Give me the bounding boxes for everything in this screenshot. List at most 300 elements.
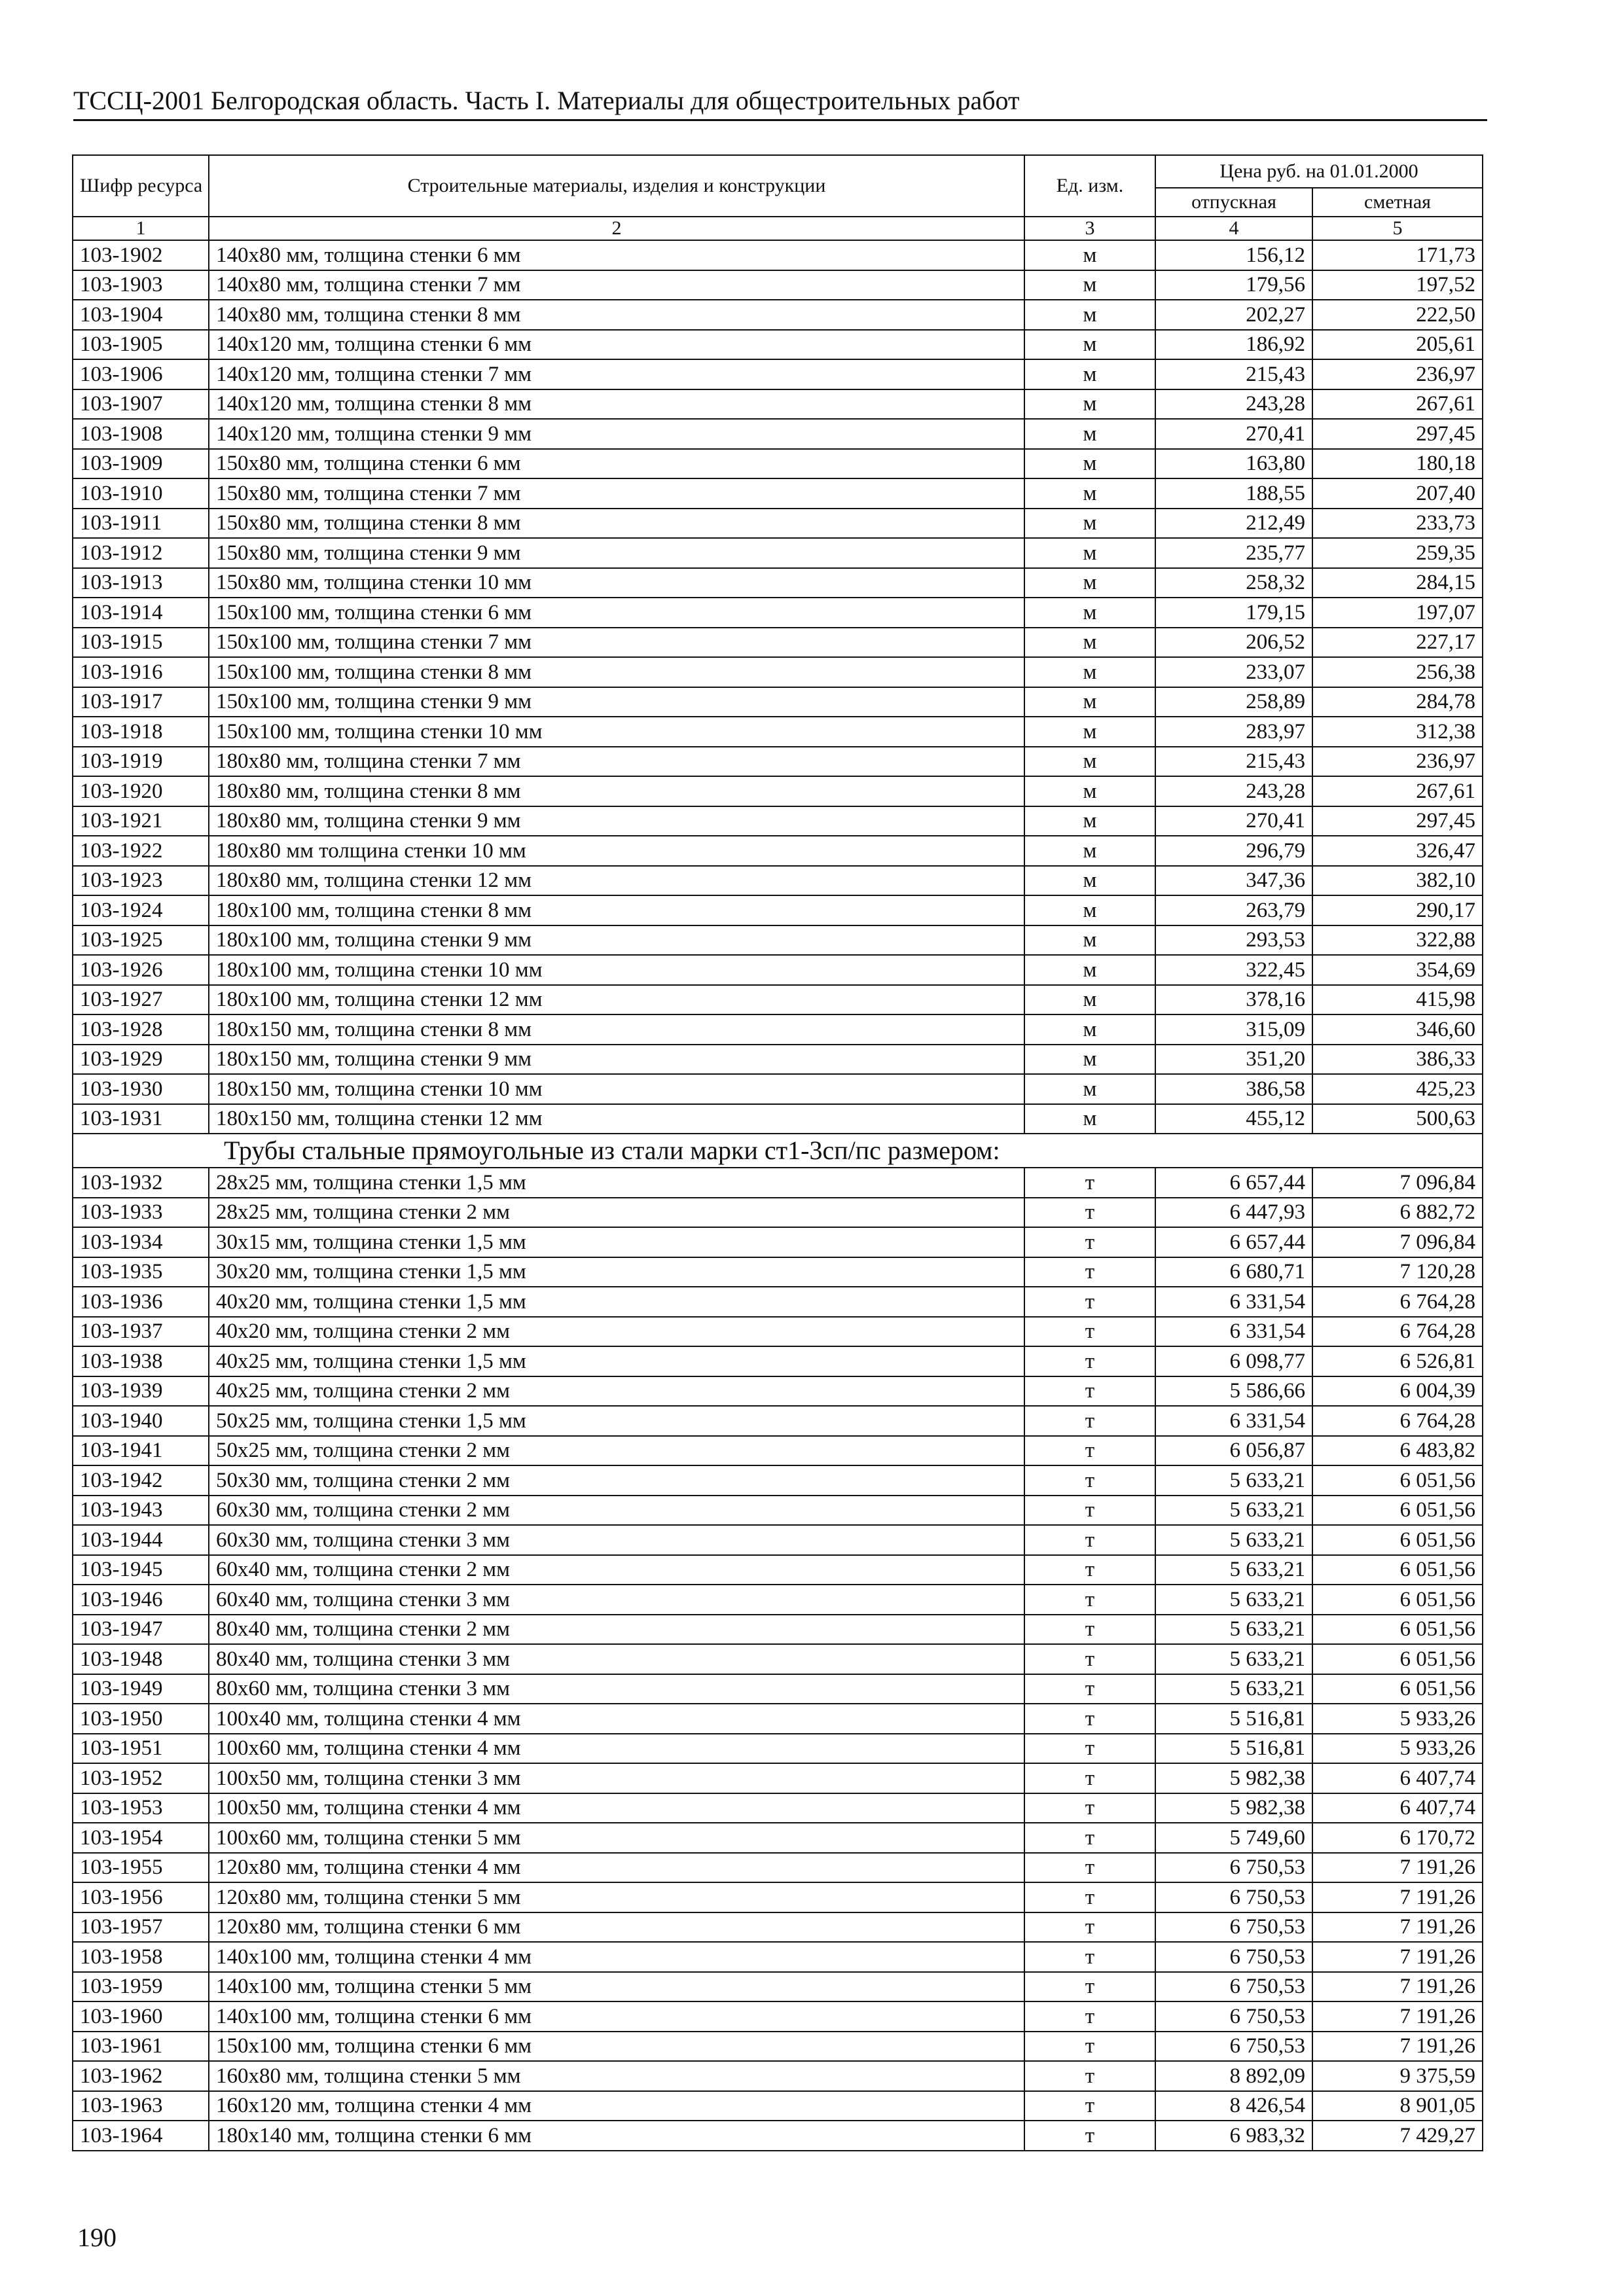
estimate-price-cell: 6 051,56 (1312, 1525, 1483, 1555)
unit-cell: м (1024, 1045, 1155, 1075)
table-row (73, 1704, 1483, 1734)
release-price-cell: 258,89 (1155, 687, 1312, 717)
table-body-pipes-m (73, 240, 1483, 1134)
resource-code-cell: 103-1947 (73, 1615, 209, 1645)
material-name-cell: 60х30 мм, толщина стенки 3 мм (209, 1525, 1024, 1555)
material-name-cell: 150х80 мм, толщина стенки 8 мм (209, 509, 1024, 539)
unit-cell: т (1024, 1227, 1155, 1257)
unit-cell: м (1024, 717, 1155, 747)
unit-cell: т (1024, 1704, 1155, 1734)
estimate-price-cell: 6 764,28 (1312, 1406, 1483, 1436)
release-price-cell: 179,15 (1155, 598, 1312, 628)
resource-code-cell: 103-1916 (73, 657, 209, 687)
estimate-price-cell: 267,61 (1312, 389, 1483, 420)
release-price-cell: 5 633,21 (1155, 1465, 1312, 1496)
resource-code-cell: 103-1902 (73, 240, 209, 270)
table-row (73, 2061, 1483, 2091)
estimate-price-cell: 236,97 (1312, 747, 1483, 777)
estimate-price-cell: 171,73 (1312, 240, 1483, 270)
unit-cell: т (1024, 1168, 1155, 1198)
estimate-price-cell: 205,61 (1312, 330, 1483, 360)
column-numbers-row (73, 217, 1483, 240)
release-price-cell: 186,92 (1155, 330, 1312, 360)
resource-code-cell: 103-1942 (73, 1465, 209, 1496)
material-name-cell: 150х100 мм, толщина стенки 6 мм (209, 598, 1024, 628)
column-number: 2 (209, 217, 1024, 240)
estimate-price-cell: 415,98 (1312, 985, 1483, 1015)
material-name-cell: 80х40 мм, толщина стенки 3 мм (209, 1644, 1024, 1674)
table-body-pipes-t (73, 1168, 1483, 2151)
unit-cell: м (1024, 509, 1155, 539)
estimate-price-cell: 222,50 (1312, 300, 1483, 330)
release-price-cell: 378,16 (1155, 985, 1312, 1015)
resource-code-cell: 103-1912 (73, 538, 209, 568)
col-header-estimate: сметная (1312, 188, 1483, 217)
estimate-price-cell: 197,52 (1312, 270, 1483, 300)
estimate-price-cell: 259,35 (1312, 538, 1483, 568)
estimate-price-cell: 386,33 (1312, 1045, 1483, 1075)
estimate-price-cell: 6 170,72 (1312, 1823, 1483, 1853)
release-price-cell: 6 657,44 (1155, 1227, 1312, 1257)
material-name-cell: 180х80 мм, толщина стенки 12 мм (209, 866, 1024, 896)
resource-code-cell: 103-1949 (73, 1674, 209, 1704)
unit-cell: м (1024, 240, 1155, 270)
table-row (73, 1912, 1483, 1943)
material-name-cell: 80х40 мм, толщина стенки 2 мм (209, 1615, 1024, 1645)
resource-code-cell: 103-1954 (73, 1823, 209, 1853)
unit-cell: т (1024, 2091, 1155, 2121)
unit-cell: т (1024, 1496, 1155, 1526)
estimate-price-cell: 6 407,74 (1312, 1793, 1483, 1823)
unit-cell: т (1024, 1912, 1155, 1943)
table-row (73, 985, 1483, 1015)
material-name-cell: 100х50 мм, толщина стенки 4 мм (209, 1793, 1024, 1823)
release-price-cell: 263,79 (1155, 895, 1312, 925)
material-name-cell: 140х80 мм, толщина стенки 6 мм (209, 240, 1024, 270)
unit-cell: м (1024, 330, 1155, 360)
release-price-cell: 6 983,32 (1155, 2121, 1312, 2151)
release-price-cell: 322,45 (1155, 955, 1312, 985)
material-name-cell: 180х80 мм, толщина стенки 8 мм (209, 776, 1024, 806)
resource-code-cell: 103-1917 (73, 687, 209, 717)
estimate-price-cell: 7 191,26 (1312, 1942, 1483, 1972)
resource-code-cell: 103-1964 (73, 2121, 209, 2151)
resource-code-cell: 103-1907 (73, 389, 209, 420)
resource-code-cell: 103-1963 (73, 2091, 209, 2121)
col-header-release: отпускная (1155, 188, 1312, 217)
table-row (73, 240, 1483, 270)
estimate-price-cell: 227,17 (1312, 628, 1483, 658)
unit-cell: т (1024, 1972, 1155, 2002)
resource-code-cell: 103-1962 (73, 2061, 209, 2091)
release-price-cell: 233,07 (1155, 657, 1312, 687)
table-row (73, 1644, 1483, 1674)
release-price-cell: 5 982,38 (1155, 1793, 1312, 1823)
table-header (73, 155, 1483, 240)
unit-cell: м (1024, 1014, 1155, 1045)
table-row (73, 568, 1483, 598)
material-name-cell: 180х80 мм толщина стенки 10 мм (209, 836, 1024, 866)
table-row (73, 1198, 1483, 1228)
table-row (73, 1793, 1483, 1823)
material-name-cell: 40х20 мм, толщина стенки 2 мм (209, 1317, 1024, 1347)
release-price-cell: 351,20 (1155, 1045, 1312, 1075)
unit-cell: м (1024, 389, 1155, 420)
table-row (73, 1104, 1483, 1134)
table-row (73, 1014, 1483, 1045)
release-price-cell: 5 633,21 (1155, 1525, 1312, 1555)
estimate-price-cell: 207,40 (1312, 478, 1483, 509)
estimate-price-cell: 7 191,26 (1312, 2001, 1483, 2032)
unit-cell: т (1024, 1585, 1155, 1615)
material-name-cell: 50х30 мм, толщина стенки 2 мм (209, 1465, 1024, 1496)
material-name-cell: 140х100 мм, толщина стенки 4 мм (209, 1942, 1024, 1972)
material-name-cell: 150х100 мм, толщина стенки 9 мм (209, 687, 1024, 717)
estimate-price-cell: 312,38 (1312, 717, 1483, 747)
unit-cell: т (1024, 1376, 1155, 1407)
release-price-cell: 6 331,54 (1155, 1317, 1312, 1347)
table-row (73, 300, 1483, 330)
table-row (73, 1346, 1483, 1376)
release-price-cell: 6 680,71 (1155, 1257, 1312, 1287)
material-name-cell: 40х25 мм, толщина стенки 2 мм (209, 1376, 1024, 1407)
release-price-cell: 188,55 (1155, 478, 1312, 509)
unit-cell: т (1024, 1465, 1155, 1496)
estimate-price-cell: 6 764,28 (1312, 1317, 1483, 1347)
material-name-cell: 60х40 мм, толщина стенки 3 мм (209, 1585, 1024, 1615)
release-price-cell: 6 331,54 (1155, 1287, 1312, 1317)
table-row (73, 1555, 1483, 1585)
release-price-cell: 8 426,54 (1155, 2091, 1312, 2121)
material-name-cell: 60х40 мм, толщина стенки 2 мм (209, 1555, 1024, 1585)
table-row (73, 1257, 1483, 1287)
unit-cell: м (1024, 1104, 1155, 1134)
release-price-cell: 5 586,66 (1155, 1376, 1312, 1407)
release-price-cell: 5 633,21 (1155, 1615, 1312, 1645)
section-heading-group (73, 1134, 1483, 1168)
table-row (73, 1436, 1483, 1466)
estimate-price-cell: 7 429,27 (1312, 2121, 1483, 2151)
column-number: 4 (1155, 217, 1312, 240)
release-price-cell: 5 633,21 (1155, 1555, 1312, 1585)
resource-code-cell: 103-1934 (73, 1227, 209, 1257)
resource-code-cell: 103-1937 (73, 1317, 209, 1347)
estimate-price-cell: 6 051,56 (1312, 1496, 1483, 1526)
estimate-price-cell: 326,47 (1312, 836, 1483, 866)
unit-cell: т (1024, 2121, 1155, 2151)
release-price-cell: 6 098,77 (1155, 1346, 1312, 1376)
resource-code-cell: 103-1918 (73, 717, 209, 747)
material-name-cell: 160х120 мм, толщина стенки 4 мм (209, 2091, 1024, 2121)
material-name-cell: 140х120 мм, толщина стенки 6 мм (209, 330, 1024, 360)
material-name-cell: 150х100 мм, толщина стенки 10 мм (209, 717, 1024, 747)
table-row (73, 955, 1483, 985)
material-name-cell: 150х80 мм, толщина стенки 9 мм (209, 538, 1024, 568)
estimate-price-cell: 6 051,56 (1312, 1465, 1483, 1496)
release-price-cell: 6 750,53 (1155, 1972, 1312, 2002)
resource-code-cell: 103-1933 (73, 1198, 209, 1228)
unit-cell: т (1024, 2061, 1155, 2091)
table-row (73, 1882, 1483, 1912)
estimate-price-cell: 267,61 (1312, 776, 1483, 806)
unit-cell: м (1024, 359, 1155, 389)
material-name-cell: 50х25 мм, толщина стенки 1,5 мм (209, 1406, 1024, 1436)
material-name-cell: 160х80 мм, толщина стенки 5 мм (209, 2061, 1024, 2091)
unit-cell: т (1024, 1406, 1155, 1436)
material-name-cell: 180х150 мм, толщина стенки 9 мм (209, 1045, 1024, 1075)
estimate-price-cell: 346,60 (1312, 1014, 1483, 1045)
estimate-price-cell: 8 901,05 (1312, 2091, 1483, 2121)
material-name-cell: 140х120 мм, толщина стенки 7 мм (209, 359, 1024, 389)
resource-code-cell: 103-1927 (73, 985, 209, 1015)
unit-cell: т (1024, 1555, 1155, 1585)
material-name-cell: 150х80 мм, толщина стенки 6 мм (209, 449, 1024, 479)
release-price-cell: 347,36 (1155, 866, 1312, 896)
unit-cell: м (1024, 895, 1155, 925)
release-price-cell: 293,53 (1155, 925, 1312, 956)
resource-code-cell: 103-1939 (73, 1376, 209, 1407)
estimate-price-cell: 6 051,56 (1312, 1674, 1483, 1704)
material-name-cell: 140х100 мм, толщина стенки 6 мм (209, 2001, 1024, 2032)
estimate-price-cell: 7 120,28 (1312, 1257, 1483, 1287)
table-row (73, 270, 1483, 300)
material-name-cell: 180х140 мм, толщина стенки 6 мм (209, 2121, 1024, 2151)
estimate-price-cell: 5 933,26 (1312, 1704, 1483, 1734)
unit-cell: т (1024, 1793, 1155, 1823)
material-name-cell: 100х50 мм, толщина стенки 3 мм (209, 1763, 1024, 1793)
table-row (73, 1942, 1483, 1972)
unit-cell: м (1024, 776, 1155, 806)
estimate-price-cell: 382,10 (1312, 866, 1483, 896)
estimate-price-cell: 284,15 (1312, 568, 1483, 598)
release-price-cell: 202,27 (1155, 300, 1312, 330)
release-price-cell: 6 657,44 (1155, 1168, 1312, 1198)
unit-cell: м (1024, 449, 1155, 479)
material-name-cell: 180х80 мм, толщина стенки 9 мм (209, 806, 1024, 836)
resource-code-cell: 103-1952 (73, 1763, 209, 1793)
material-name-cell: 50х25 мм, толщина стенки 2 мм (209, 1436, 1024, 1466)
table-row (73, 1045, 1483, 1075)
release-price-cell: 270,41 (1155, 419, 1312, 449)
estimate-price-cell: 290,17 (1312, 895, 1483, 925)
unit-cell: м (1024, 598, 1155, 628)
release-price-cell: 179,56 (1155, 270, 1312, 300)
release-price-cell: 156,12 (1155, 240, 1312, 270)
estimate-price-cell: 180,18 (1312, 449, 1483, 479)
unit-cell: м (1024, 628, 1155, 658)
table-row (73, 1763, 1483, 1793)
resource-code-cell: 103-1930 (73, 1074, 209, 1104)
estimate-price-cell: 6 764,28 (1312, 1287, 1483, 1317)
unit-cell: т (1024, 1317, 1155, 1347)
resource-code-cell: 103-1950 (73, 1704, 209, 1734)
col-header-price-group: Цена руб. на 01.01.2000 (1155, 155, 1483, 188)
release-price-cell: 206,52 (1155, 628, 1312, 658)
release-price-cell: 6 750,53 (1155, 1912, 1312, 1943)
release-price-cell: 5 982,38 (1155, 1763, 1312, 1793)
resource-code-cell: 103-1959 (73, 1972, 209, 2002)
material-name-cell: 180х150 мм, толщина стенки 12 мм (209, 1104, 1024, 1134)
table-row (73, 836, 1483, 866)
resource-code-cell: 103-1906 (73, 359, 209, 389)
table-row (73, 1074, 1483, 1104)
estimate-price-cell: 7 096,84 (1312, 1168, 1483, 1198)
release-price-cell: 243,28 (1155, 776, 1312, 806)
column-number: 3 (1024, 217, 1155, 240)
resource-code-cell: 103-1940 (73, 1406, 209, 1436)
table-row (73, 1168, 1483, 1198)
resource-code-cell: 103-1920 (73, 776, 209, 806)
resource-code-cell: 103-1922 (73, 836, 209, 866)
estimate-price-cell: 500,63 (1312, 1104, 1483, 1134)
table-row (73, 2121, 1483, 2151)
release-price-cell: 6 750,53 (1155, 1942, 1312, 1972)
table-row (73, 776, 1483, 806)
unit-cell: м (1024, 478, 1155, 509)
table-row (73, 359, 1483, 389)
estimate-price-cell: 233,73 (1312, 509, 1483, 539)
unit-cell: м (1024, 747, 1155, 777)
table-row (73, 1525, 1483, 1555)
estimate-price-cell: 256,38 (1312, 657, 1483, 687)
material-name-cell: 120х80 мм, толщина стенки 5 мм (209, 1882, 1024, 1912)
table-row (73, 1317, 1483, 1347)
unit-cell: т (1024, 1674, 1155, 1704)
table-row (73, 1465, 1483, 1496)
estimate-price-cell: 297,45 (1312, 806, 1483, 836)
resource-code-cell: 103-1935 (73, 1257, 209, 1287)
table-row (73, 509, 1483, 539)
table-row (73, 538, 1483, 568)
resource-code-cell: 103-1921 (73, 806, 209, 836)
estimate-price-cell: 6 051,56 (1312, 1644, 1483, 1674)
table-row (73, 925, 1483, 956)
estimate-price-cell: 6 407,74 (1312, 1763, 1483, 1793)
release-price-cell: 6 447,93 (1155, 1198, 1312, 1228)
material-name-cell: 80х60 мм, толщина стенки 3 мм (209, 1674, 1024, 1704)
release-price-cell: 270,41 (1155, 806, 1312, 836)
estimate-price-cell: 425,23 (1312, 1074, 1483, 1104)
resource-code-cell: 103-1913 (73, 568, 209, 598)
estimate-price-cell: 6 483,82 (1312, 1436, 1483, 1466)
resource-code-cell: 103-1945 (73, 1555, 209, 1585)
release-price-cell: 6 750,53 (1155, 2001, 1312, 2032)
release-price-cell: 315,09 (1155, 1014, 1312, 1045)
column-number: 1 (73, 217, 209, 240)
column-number: 5 (1312, 217, 1483, 240)
release-price-cell: 455,12 (1155, 1104, 1312, 1134)
estimate-price-cell: 7 191,26 (1312, 1882, 1483, 1912)
unit-cell: м (1024, 568, 1155, 598)
unit-cell: м (1024, 866, 1155, 896)
resource-code-cell: 103-1914 (73, 598, 209, 628)
unit-cell: м (1024, 1074, 1155, 1104)
resource-code-cell: 103-1953 (73, 1793, 209, 1823)
material-name-cell: 30х15 мм, толщина стенки 1,5 мм (209, 1227, 1024, 1257)
resource-code-cell: 103-1957 (73, 1912, 209, 1943)
estimate-price-cell: 7 191,26 (1312, 2032, 1483, 2062)
unit-cell: т (1024, 1257, 1155, 1287)
table-row (73, 1406, 1483, 1436)
unit-cell: м (1024, 955, 1155, 985)
resource-code-cell: 103-1919 (73, 747, 209, 777)
unit-cell: м (1024, 300, 1155, 330)
unit-cell: т (1024, 1942, 1155, 1972)
material-name-cell: 28х25 мм, толщина стенки 2 мм (209, 1198, 1024, 1228)
unit-cell: т (1024, 1198, 1155, 1228)
table-row (73, 1227, 1483, 1257)
table-row (73, 419, 1483, 449)
release-price-cell: 212,49 (1155, 509, 1312, 539)
material-name-cell: 120х80 мм, толщина стенки 4 мм (209, 1853, 1024, 1883)
release-price-cell: 215,43 (1155, 747, 1312, 777)
unit-cell: м (1024, 806, 1155, 836)
table-row (73, 866, 1483, 896)
release-price-cell: 296,79 (1155, 836, 1312, 866)
release-price-cell: 5 633,21 (1155, 1674, 1312, 1704)
resource-code-cell: 103-1928 (73, 1014, 209, 1045)
unit-cell: т (1024, 2001, 1155, 2032)
resource-code-cell: 103-1944 (73, 1525, 209, 1555)
resource-code-cell: 103-1926 (73, 955, 209, 985)
table-row (73, 2032, 1483, 2062)
material-name-cell: 150х100 мм, толщина стенки 7 мм (209, 628, 1024, 658)
release-price-cell: 5 633,21 (1155, 1496, 1312, 1526)
resource-code-cell: 103-1911 (73, 509, 209, 539)
release-price-cell: 6 056,87 (1155, 1436, 1312, 1466)
material-name-cell: 120х80 мм, толщина стенки 6 мм (209, 1912, 1024, 1943)
resource-code-cell: 103-1931 (73, 1104, 209, 1134)
unit-cell: м (1024, 925, 1155, 956)
resource-code-cell: 103-1960 (73, 2001, 209, 2032)
material-name-cell: 100х60 мм, толщина стенки 4 мм (209, 1734, 1024, 1764)
release-price-cell: 258,32 (1155, 568, 1312, 598)
material-name-cell: 180х80 мм, толщина стенки 7 мм (209, 747, 1024, 777)
release-price-cell: 5 516,81 (1155, 1734, 1312, 1764)
material-name-cell: 180х100 мм, толщина стенки 8 мм (209, 895, 1024, 925)
table-row (73, 1823, 1483, 1853)
resource-code-cell: 103-1941 (73, 1436, 209, 1466)
estimate-price-cell: 6 882,72 (1312, 1198, 1483, 1228)
page-header-title: ТССЦ-2001 Белгородская область. Часть I. Материалы для общестроительных работ (73, 86, 1020, 115)
resource-code-cell: 103-1924 (73, 895, 209, 925)
estimate-price-cell: 322,88 (1312, 925, 1483, 956)
unit-cell: т (1024, 1615, 1155, 1645)
table-row (73, 895, 1483, 925)
material-name-cell: 150х80 мм, толщина стенки 10 мм (209, 568, 1024, 598)
resource-code-cell: 103-1932 (73, 1168, 209, 1198)
table-row (73, 1615, 1483, 1645)
estimate-price-cell: 7 096,84 (1312, 1227, 1483, 1257)
resource-code-cell: 103-1905 (73, 330, 209, 360)
release-price-cell: 386,58 (1155, 1074, 1312, 1104)
table-row (73, 478, 1483, 509)
release-price-cell: 6 750,53 (1155, 1853, 1312, 1883)
resource-code-cell: 103-1908 (73, 419, 209, 449)
page-number: 190 (77, 2223, 117, 2252)
table-row (73, 1287, 1483, 1317)
estimate-price-cell: 7 191,26 (1312, 1972, 1483, 2002)
resource-code-cell: 103-1909 (73, 449, 209, 479)
estimate-price-cell: 5 933,26 (1312, 1734, 1483, 1764)
release-price-cell: 235,77 (1155, 538, 1312, 568)
col-header-code: Шифр ресурса (73, 155, 209, 217)
material-name-cell: 180х100 мм, толщина стенки 12 мм (209, 985, 1024, 1015)
estimate-price-cell: 7 191,26 (1312, 1912, 1483, 1943)
release-price-cell: 243,28 (1155, 389, 1312, 420)
estimate-price-cell: 297,45 (1312, 419, 1483, 449)
table-row (73, 1674, 1483, 1704)
